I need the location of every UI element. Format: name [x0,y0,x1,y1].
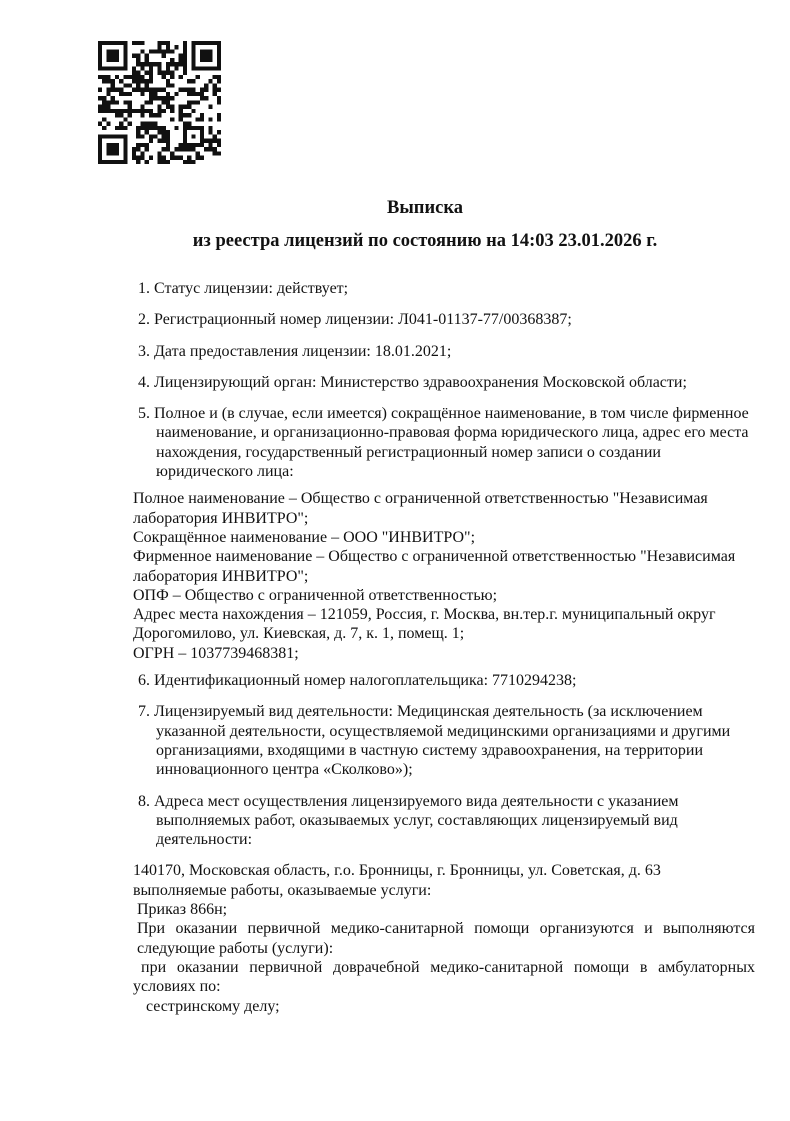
work-order-866n: Приказ 866н; [137,901,228,919]
org-full-name: Полное наименование – Общество с ограниченной ответственностью "Независимая лаборатория ИНВИТРО"; [133,490,708,527]
document-subtitle: из реестра лицензий по состоянию на 14:03 23.01.2026 г. [192,231,658,251]
qr-code-icon [98,41,221,164]
activity-addresses-item: 8. Адреса мест осуществления лицензируемого вида деятельности с указанием выполняемых работ, оказываемых услуг, составляющих лицензируемый вид деятельности: [138,792,679,849]
document-title: Выписка [387,198,463,218]
work-site-address: 140170, Московская область, г.о. Бронницы, г. Бронницы, ул. Советская, д. 63 [133,862,661,880]
org-ogrn: ОГРН – 1037739468381; [133,644,299,662]
work-nursing: сестринскому делу; [146,997,280,1015]
works-intro: выполняемые работы, оказываемые услуги: [133,881,432,899]
org-short-name: Сокращённое наименование – ООО "ИНВИТРО"; [133,528,476,546]
license-grant-date-item: 3. Дата предоставления лицензии: 18.01.2021; [138,342,452,360]
work-pre-medical-care: при оказании первичной доврачебной медико-санитарной помощи в амбулаторных условиях по: [133,958,755,996]
org-details-block [0,489,790,663]
document-body [0,279,790,1016]
org-address: Адрес места нахождения – 121059, Россия, г. Москва, вн.тер.г. муниципальный округ Дорогомилово, ул. Киевская, д. 7, к. 1, помещ. 1; [133,606,716,643]
work-primary-care: При оказании первичной медико-санитарной помощи организуются и выполняются следующие работы (услуги): [137,920,755,957]
license-status-item: 1. Статус лицензии: действует; [138,280,349,297]
license-number-item: 2. Регистрационный номер лицензии: Л041-01137-77/00368387; [138,311,572,329]
org-brand-name: Фирменное наименование – Общество с ограниченной ответственностью "Независимая лаборатория ИНВИТРО"; [133,548,736,585]
org-legal-form: ОПФ – Общество с ограниченной ответственностью; [133,586,498,604]
works-block [0,861,790,1015]
activity-type-item: 7. Лицензируемый вид деятельности: Медицинская деятельность (за исключением указанной деятельности, осуществляемой медицинскими организациями и другими организациями, входящими в частную систему здравоохранения, на территории инновационного центра «Сколково»); [138,703,731,779]
licensing-authority-item: 4. Лицензирующий орган: Министерство здравоохранения Московской области; [138,373,687,391]
taxpayer-inn-item: 6. Идентификационный номер налогоплательщика: 7710294238; [138,672,577,690]
org-names-heading-item: 5. Полное и (в случае, если имеется) сокращённое наименование, в том числе фирменное наименование, и организационно-правовая форма юридического лица, адрес его места нахождения, государственный регистрационный номер записи о создании юридического лица: [138,405,749,481]
